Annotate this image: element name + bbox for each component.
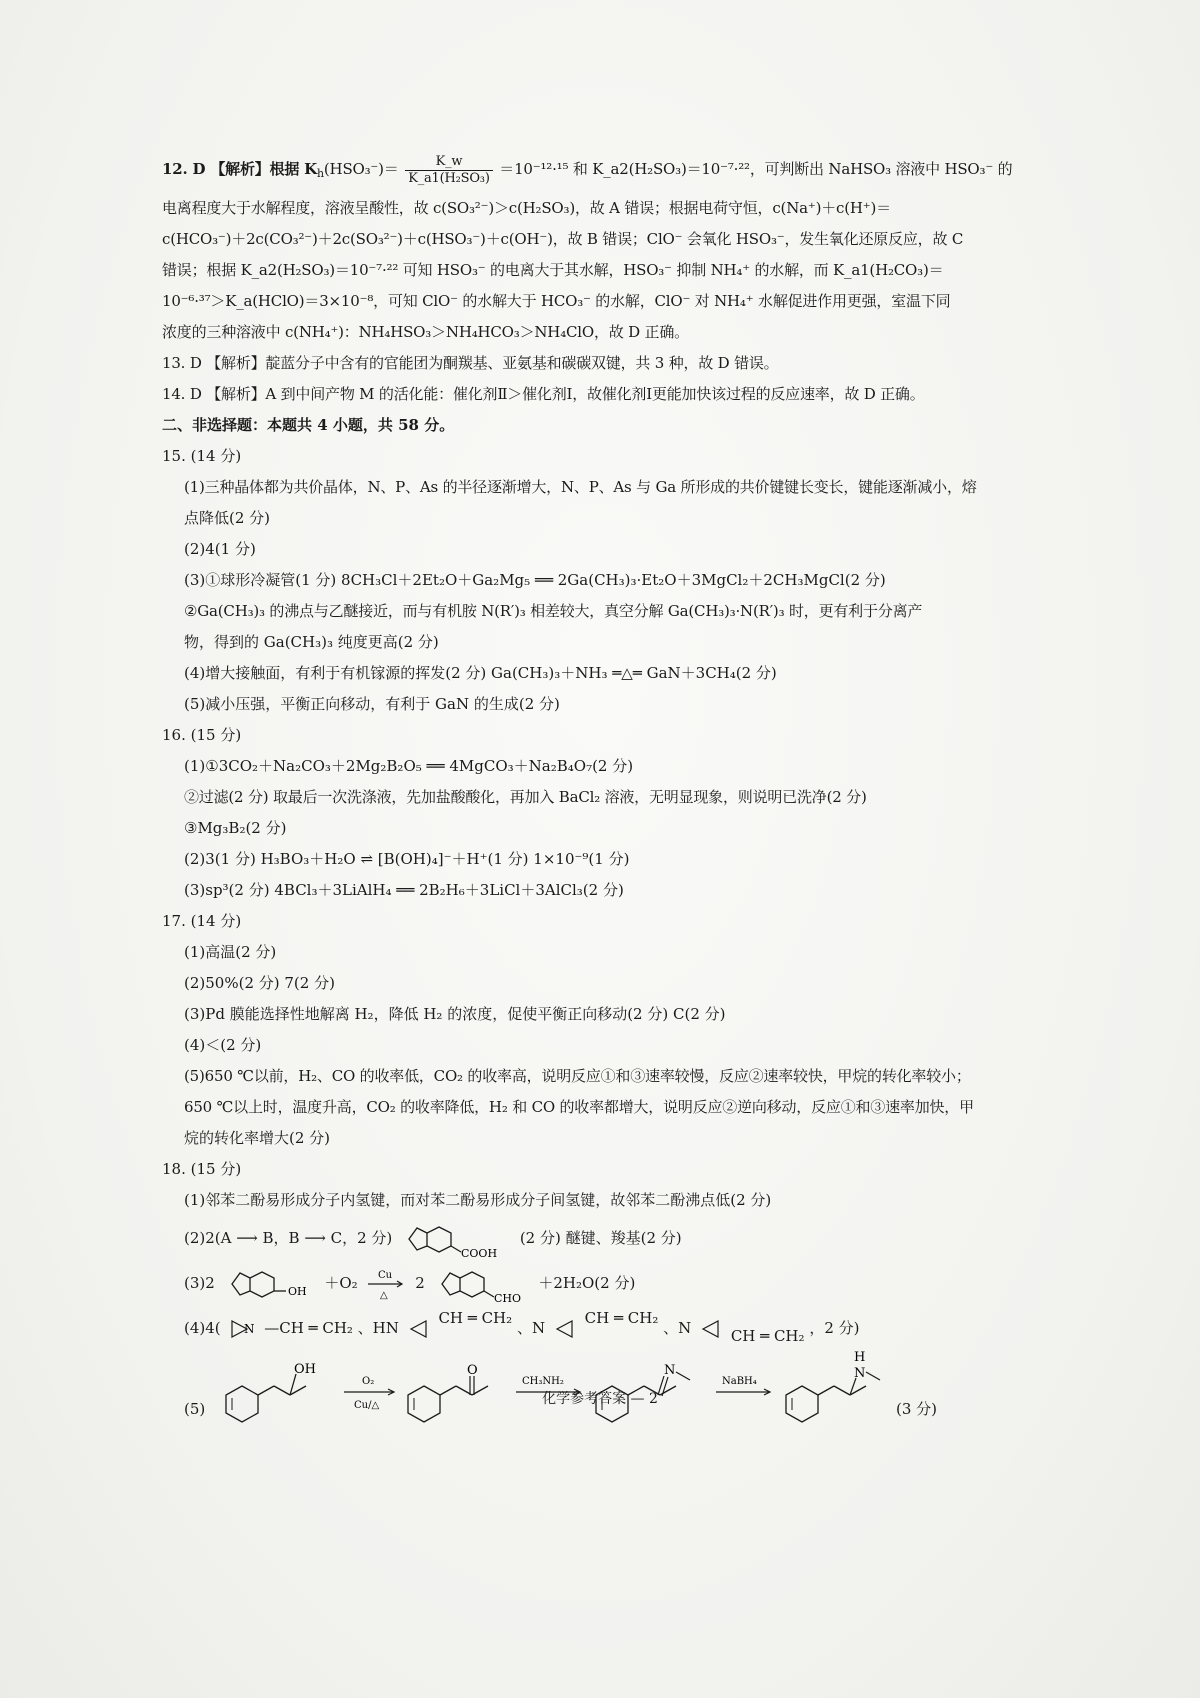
svg-text:N: N: [664, 1363, 676, 1378]
q18-part-4-iso-4: CH ═ CH₂: [730, 1327, 805, 1345]
svg-text:O₂: O₂: [362, 1376, 375, 1387]
q17-part-1: (1)高温(2 分): [184, 943, 277, 961]
piperonylic-acid-structure: [401, 1219, 511, 1259]
q18-part-1: (1)邻苯二酚易形成分子内氢键，而对苯二酚易形成分子间氢键，故邻苯二酚沸点低(2 分): [184, 1191, 772, 1209]
section-title: 二、非选择题：本题共 4 小题，共 58 分。: [162, 416, 455, 434]
aziridine-ring-2: [408, 1316, 430, 1342]
q18-part-2-post: (2 分) 醚键、羧基(2 分): [519, 1229, 682, 1247]
svg-text:CH₃NH₂: CH₃NH₂: [522, 1376, 564, 1387]
q18-part-3-text: (3)2: [184, 1274, 215, 1292]
q18-part-2: [162, 1216, 1062, 1260]
aziridine-ring-4: [700, 1316, 722, 1342]
answer-content: [162, 150, 1062, 1438]
q16-part-1-3: ③Mg₃B₂(2 分): [184, 819, 287, 837]
q16-part-3: (3)sp³(2 分) 4BCl₃＋3LiAlH₄ ══ 2B₂H₆＋3LiCl＋3AlCl₃(2 分): [184, 881, 624, 899]
svg-text:O: O: [467, 1363, 478, 1378]
q15-title: 15. (14 分): [162, 447, 242, 465]
svg-text:CHO: CHO: [493, 1292, 521, 1304]
q18-part-4-iso-2: CH ═ CH₂: [438, 1309, 513, 1327]
svg-text:H: H: [854, 1350, 866, 1365]
q12-line-1: 12. D 【解析】根据 $K_h(HSO_3^-)=$ $\frac{K\_w}{\text{K\_a1(H₂SO₃)}}$ ＝10⁻¹²·¹⁵ 和 K_a2(H₂SO₃)＝10⁻⁷·²²，可判断出 NaHSO₃ 溶液中 HSO₃⁻ 的: [162, 153, 1013, 186]
q17-part-2: (2)50%(2 分) 7(2 分): [184, 974, 335, 992]
q15-part-5: (5)减小压强，平衡正向移动，有利于 GaN 的生成(2 分): [184, 695, 560, 713]
q15-part-4: (4)增大接触面，有利于有机镓源的挥发(2 分) Ga(CH₃)₃＋NH₃ ═△═ GaN＋3CH₄(2 分): [184, 664, 777, 682]
q18-part-3: [162, 1260, 1062, 1306]
q12-line-6: 浓度的三种溶液中 c(NH₄⁺)：NH₄HSO₃＞NH₄HCO₃＞NH₄ClO，故 D 正确。: [162, 323, 689, 341]
q17-part-4: (4)＜(2 分): [184, 1036, 262, 1054]
svg-text:COOH: COOH: [461, 1247, 498, 1259]
svg-text:N: N: [854, 1366, 866, 1381]
q17-part-3: (3)Pd 膜能选择性地解离 H₂，降低 H₂ 的浓度，促使平衡正向移动(2 分) C(2 分): [184, 1005, 726, 1023]
q18-part-2-text: (2)2(A ⟶ B，B ⟶ C，2 分): [184, 1229, 393, 1247]
q18-part-5-label: (5): [184, 1400, 206, 1418]
svg-text:Cu/△: Cu/△: [354, 1400, 380, 1411]
svg-text:N: N: [244, 1322, 255, 1336]
q15-part-2: (2)4(1 分): [184, 540, 256, 558]
q17-part-5-end: 烷的转化率增大(2 分): [184, 1129, 331, 1147]
piperonal-structure: [434, 1264, 530, 1304]
q12-fraction: [405, 154, 493, 187]
aziridine-ring-3: [554, 1316, 576, 1342]
q15-part-3: (3)①球形冷凝管(1 分) 8CH₃Cl＋2Et₂O＋Ga₂Mg₅ ══ 2Ga(CH₃)₃·Et₂O＋3MgCl₂＋2CH₃MgCl(2 分): [184, 571, 886, 589]
q18-part-4-text: (4)4(: [184, 1319, 221, 1337]
q17-part-5: (5)650 ℃以前，H₂、CO 的收率低，CO₂ 的收率高，说明反应①和③速率较慢，反应②速率较快，甲烷的转化率较小；: [184, 1067, 971, 1085]
q16-part-2: (2)3(1 分) H₃BO₃＋H₂O ⇌ [B(OH)₄]⁻＋H⁺(1 分) 1×10⁻⁹(1 分): [184, 850, 630, 868]
q15-part-1: (1)三种晶体都为共价晶体，N、P、As 的半径逐渐增大，N、P、As 与 Ga 所形成的共价键键长变长，键能逐渐减小，熔: [184, 478, 977, 496]
page-footer: 化学参考答案 — 2: [542, 1391, 658, 1407]
q18-part-4-n-3: 、N: [663, 1319, 692, 1337]
q12-head-mid: (HSO₃⁻)＝: [323, 160, 399, 178]
svg-text:NaBH₄: NaBH₄: [722, 1376, 757, 1387]
svg-text:OH: OH: [294, 1362, 316, 1377]
aziridine-ring-1: [229, 1316, 255, 1342]
q18-part-4-iso-1: —CH ═ CH₂ 、HN: [264, 1319, 399, 1337]
q13-answer: 13. D 【解析】靛蓝分子中含有的官能团为酮羰基、亚氨基和碳碳双键，共 3 种，故 D 错误。: [162, 354, 779, 372]
q18-title: 18. (15 分): [162, 1160, 242, 1178]
q18-part-3-post: ＋2H₂O(2 分): [538, 1274, 636, 1292]
q12-line-4: 错误；根据 K_a2(H₂SO₃)＝10⁻⁷·²² 可知 HSO₃⁻ 的电离大于其水解，HSO₃⁻ 抑制 NH₄⁺ 的水解，而 K_a1(H₂CO₃)＝: [162, 261, 944, 279]
q12-line-3: c(HCO₃⁻)＋2c(CO₃²⁻)＋2c(SO₃²⁻)＋c(HSO₃⁻)＋c(OH⁻)，故 B 错误；ClO⁻ 会氧化 HSO₃⁻，发生氧化还原反应，故 C: [162, 230, 964, 248]
q18-part-4-n-2: 、N: [516, 1319, 546, 1337]
q18-part-3-coef: 2: [415, 1274, 425, 1292]
piperonyl-alcohol-structure: [224, 1264, 316, 1304]
q15-part-1-cont: 点降低(2 分): [184, 509, 271, 527]
svg-text:△: △: [380, 1290, 389, 1301]
q12-fraction-den: K_a1(H₂SO₃): [408, 170, 490, 186]
q12-line-2: 电离程度大于水解程度，溶液呈酸性，故 c(SO₃²⁻)＞c(H₂SO₃)，故 A 错误；根据电荷守恒，c(Na⁺)＋c(H⁺)＝: [162, 199, 891, 217]
q18-part-3-o2: ＋O₂: [324, 1274, 358, 1292]
q12-head-post: ＝10⁻¹²·¹⁵ 和 K_a2(H₂SO₃)＝10⁻⁷·²²，可判断出 NaHSO₃ 溶液中 HSO₃⁻ 的: [499, 160, 1013, 178]
q18-part-4: [162, 1306, 1062, 1350]
q12-head: 12. D 【解析】根据 K: [162, 160, 318, 178]
q15-part-3-2-cont: 物，得到的 Ga(CH₃)₃ 纯度更高(2 分): [184, 633, 439, 651]
q14-answer: 14. D 【解析】A 到中间产物 M 的活化能：催化剂Ⅱ＞催化剂Ⅰ，故催化剂Ⅰ更能加快该过程的反应速率，故 D 正确。: [162, 385, 925, 403]
q16-part-1-2: ②过滤(2 分) 取最后一次洗涤液，先加盐酸酸化，再加入 BaCl₂ 溶液，无明显现象，则说明已洗净(2 分): [184, 788, 867, 806]
q15-part-3-2: ②Ga(CH₃)₃ 的沸点与乙醚接近，而与有机胺 N(R′)₃ 相差较大，真空分解 Ga(CH₃)₃·N(R′)₃ 时，更有利于分离产: [184, 602, 923, 620]
q17-part-5-cont: 650 ℃以上时，温度升高，CO₂ 的收率降低，H₂ 和 CO 的收率都增大，说明反应②逆向移动，反应①和③速率加快，甲: [184, 1098, 974, 1116]
svg-text:OH: OH: [287, 1285, 307, 1298]
q18-part-5-score: (3 分): [896, 1400, 938, 1418]
q16-title: 16. (15 分): [162, 726, 242, 744]
q17-title: 17. (14 分): [162, 912, 242, 930]
q18-part-4-post: ，2 分): [809, 1319, 860, 1337]
q18-part-4-iso-3: CH ═ CH₂: [584, 1309, 659, 1327]
svg-text:Cu: Cu: [378, 1270, 393, 1281]
q12-line-5: 10⁻⁶·³⁷＞K_a(HClO)＝3×10⁻⁸，可知 ClO⁻ 的水解大于 HCO₃⁻ 的水解，ClO⁻ 对 NH₄⁺ 水解促进作用更强，室温下同: [162, 292, 951, 310]
reaction-arrow-cu: [366, 1264, 406, 1304]
q16-part-1: (1)①3CO₂＋Na₂CO₃＋2Mg₂B₂O₅ ══ 4MgCO₃＋Na₂B₄O₇(2 分): [184, 757, 634, 775]
q12-fraction-num: K_w: [405, 154, 493, 171]
